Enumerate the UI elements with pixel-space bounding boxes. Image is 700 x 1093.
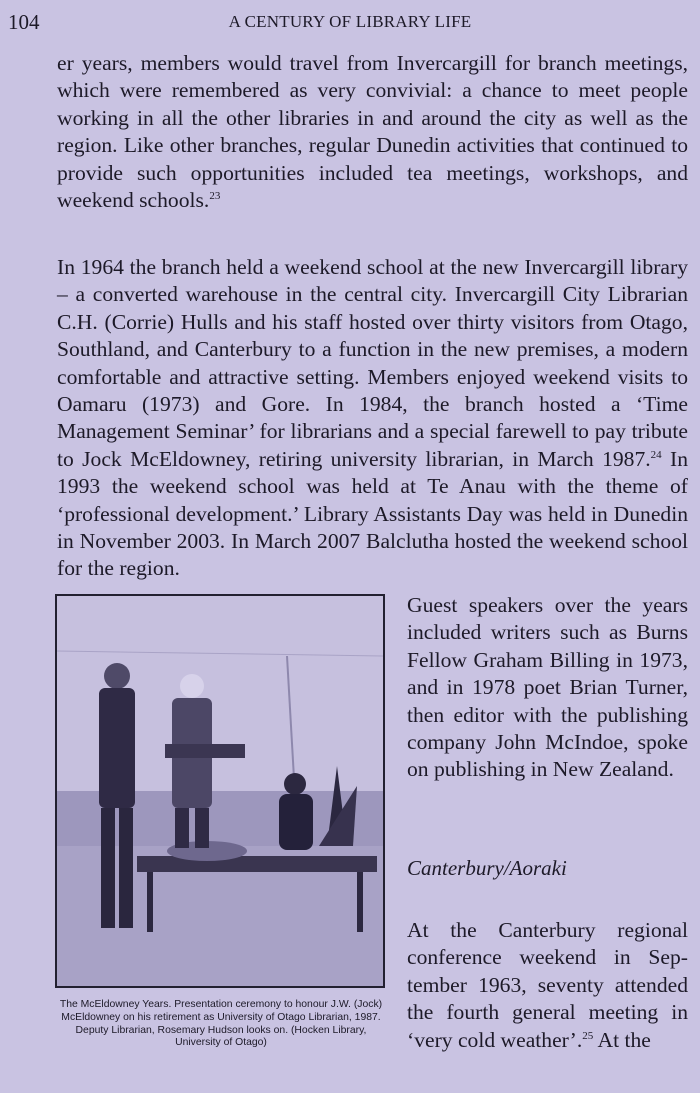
paragraph-2-text-a: In 1964 the branch held a weekend school at the new Invercargill library – a converted warehouse in the central city. Invercargill City Librarian C.H. (Corrie) Hulls and his staff hosted over thirty visitors from Otago, Southland, and Canterbury to a function in the new premises, a modern comfortable and attractive setting. Members enjoyed weekend visits to Oamaru (1973) and Gore. In 1984, the branch hosted a ‘Time Management Seminar’ for librarians and a special farewell to pay tribute to Jock McEldowney, retiring university librarian, in March 1987. xyxy=(57,255,688,471)
paragraph-4-tail: At the xyxy=(593,1027,651,1052)
paragraph-1 xyxy=(57,50,688,214)
paragraph-2-text-b: In 1993 the weekend school was held at Te Anau with the theme of ‘professional development.’ Library Assistants Day was held in Dunedin in November 2003. In March 2007 Balclutha hosted the weekend school for the region. xyxy=(57,446,689,581)
paragraph-2 xyxy=(57,254,688,583)
footnote-ref-24: 24 xyxy=(650,448,662,461)
running-head: A CENTURY OF LIBRARY LIFE xyxy=(228,12,472,31)
footnote-ref-23: 23 xyxy=(209,189,221,202)
section-subheading: Canterbury/Aoraki xyxy=(407,856,567,880)
paragraph-1-text: er years, members would travel from Invercargill for branch meetings, which were remembered as very convivial: a chance to meet people working in all the other libraries in and around the city as well as the region. Like other branches, regular Dunedin activities that continued to provide such opportunities included tea meetings, workshops, and weekend schools. xyxy=(57,51,688,213)
ceremony-photo xyxy=(55,594,385,988)
footnote-ref-25: 25 xyxy=(582,1029,594,1042)
paragraph-4 xyxy=(407,917,688,1054)
paragraph-4-text: At the Canterbury regional conference weekend in September 1963, seventy attended the fourth general meeting in ‘very cold weather’. xyxy=(407,918,688,1052)
photo-caption: The McEldowney Years. Presentation ceremony to honour J.W. (Jock) McEldowney on his retirement as University of Otago Librarian, 1987. Deputy Librarian, Rosemary Hudson looks on. (Hocken Library, University of Otago) xyxy=(59,999,383,1049)
paragraph-3: Guest speakers over the years included writers such as Burns Fellow Graham Billing in 1973, and in 1978 poet Brian Turner, then editor with the publishing company John McIndoe, spoke on publishing in New Zealand. xyxy=(407,593,688,782)
page-number: 104 xyxy=(8,10,40,34)
